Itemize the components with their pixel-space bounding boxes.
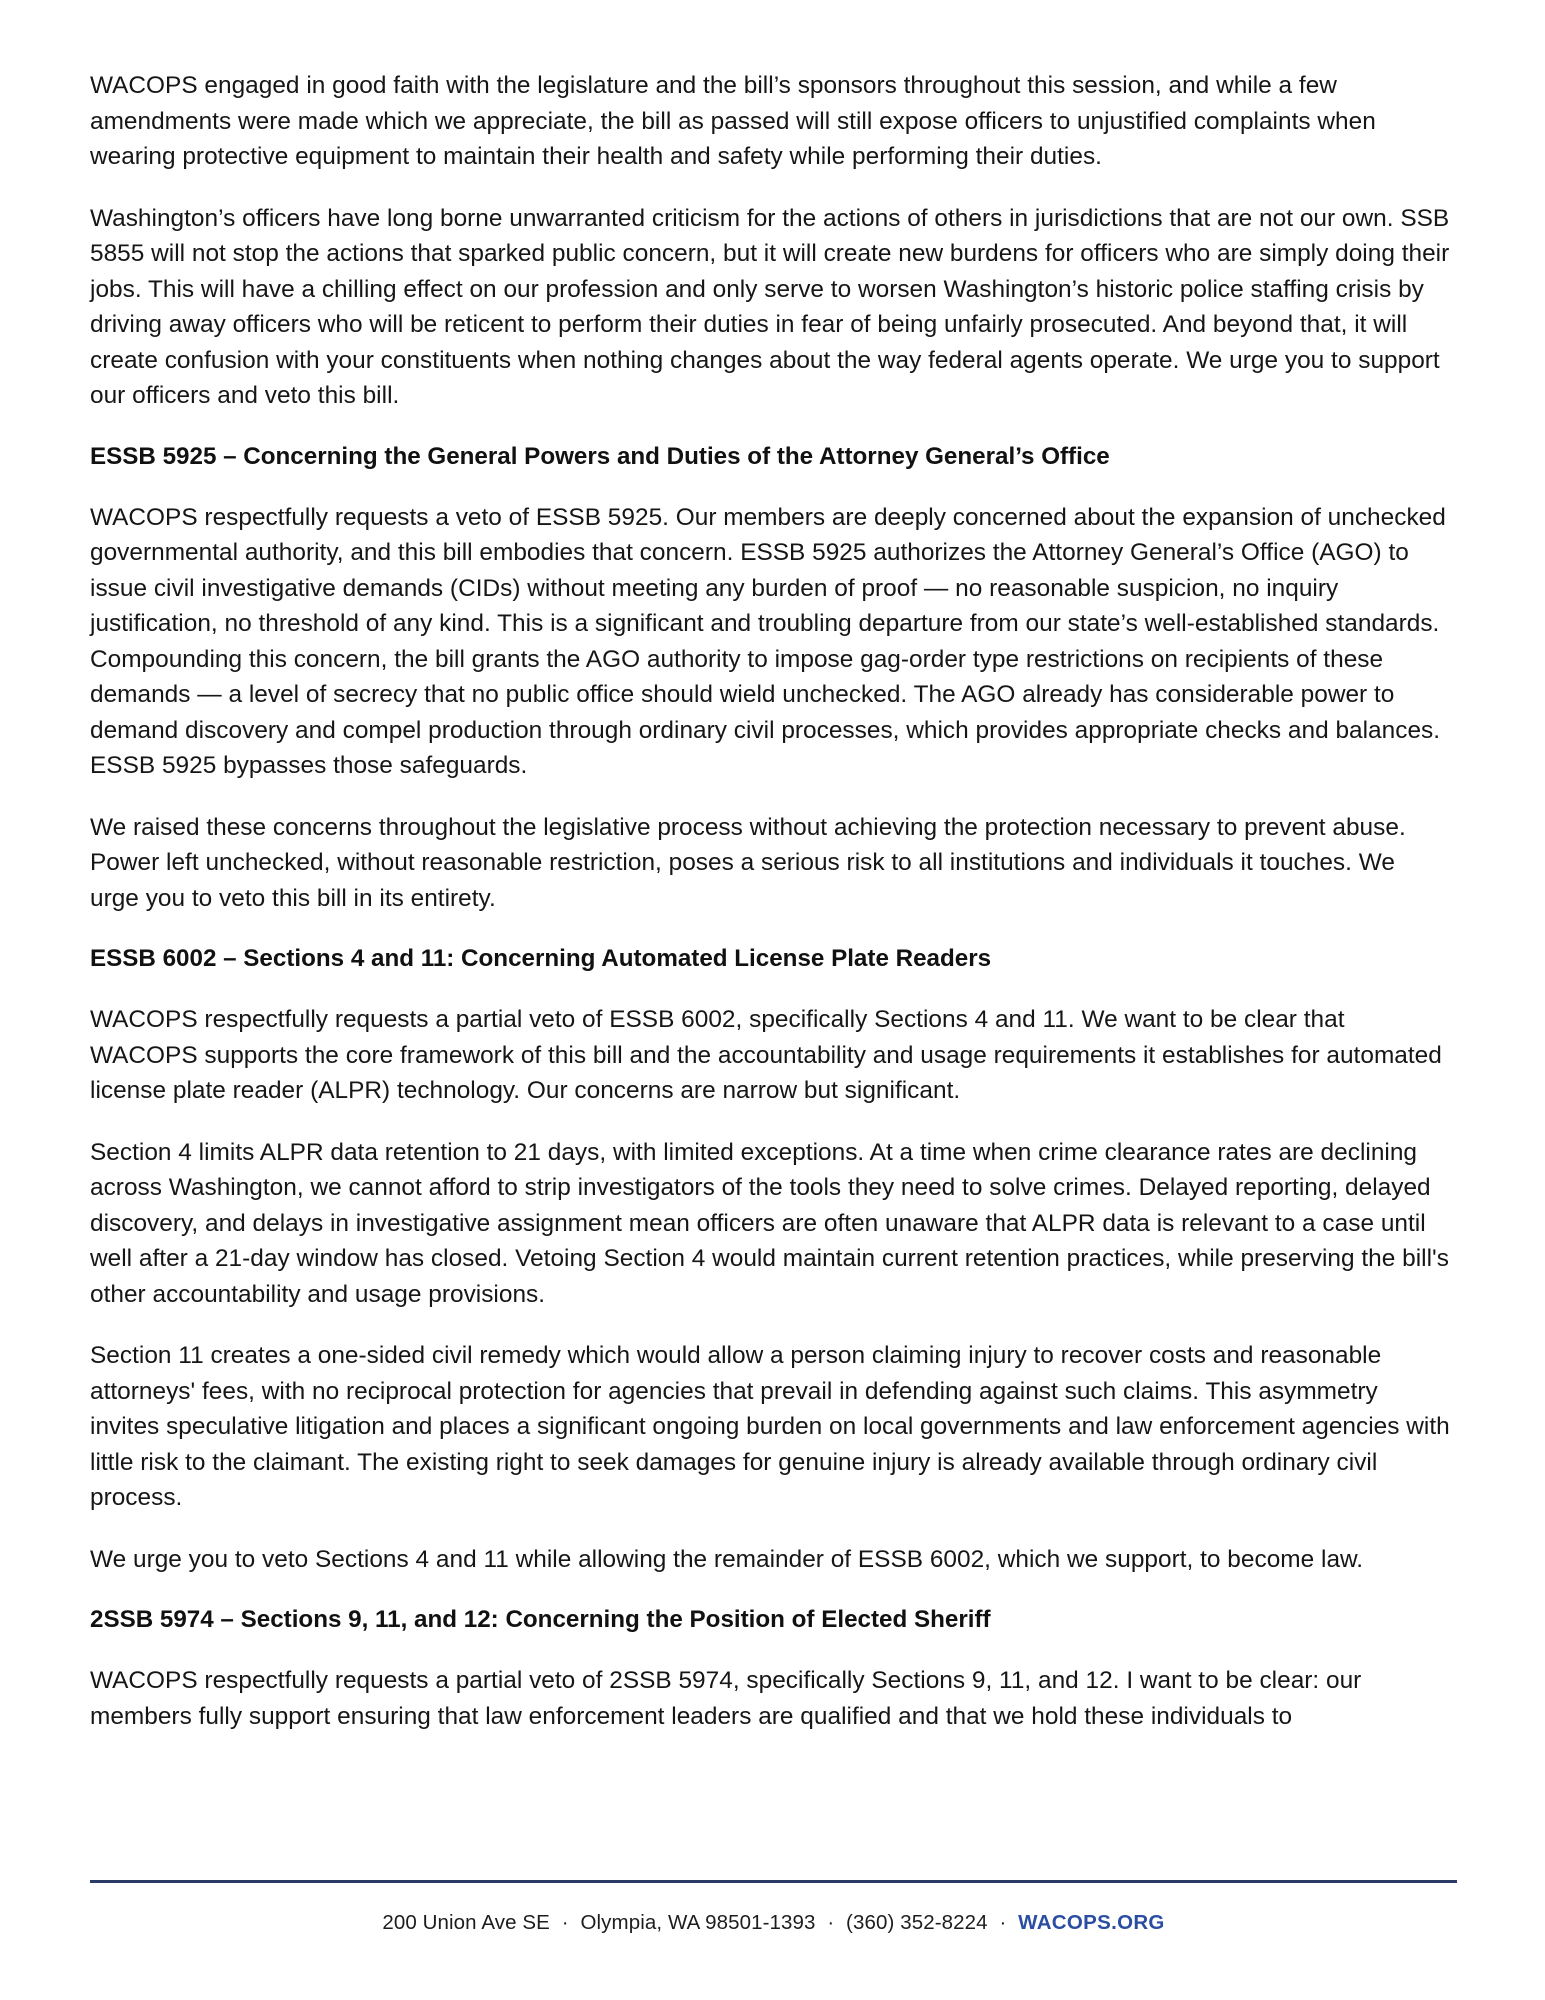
footer-separator: · [827, 1911, 835, 1934]
paragraph: Washington’s officers have long borne unwarranted criticism for the actions of others in jurisdictions that are not our own. SSB 5855 will not stop the actions that sparked public concern, but it will create new burdens for officers who are simply doing their jobs. This will have a chilling effect on our profession and only serve to worsen Washington’s historic police staffing crisis by driving away officers who will be reticent to perform their duties in fear of being unfairly prosecuted. And beyond that, it will create confusion with your constituents when nothing changes about the way federal agents operate. We urge you to support our officers and veto this bill. [90, 204, 1450, 409]
footer-city-state-zip: Olympia, WA 98501-1393 [580, 1911, 816, 1934]
section-heading: ESSB 6002 – Sections 4 and 11: Concerning Automated License Plate Readers [90, 945, 992, 972]
footer-contact-line [90, 1910, 1457, 1936]
paragraph: We urge you to veto Sections 4 and 11 while allowing the remainder of ESSB 6002, which we support, to become law. [90, 1545, 1364, 1573]
section-heading: ESSB 5925 – Concerning the General Powers and Duties of the Attorney General’s Office [90, 442, 1110, 470]
document-body [90, 68, 1450, 1734]
paragraph: WACOPS respectfully requests a partial veto of ESSB 6002, specifically Sections 4 and 11. We want to be clear that WACOPS supports the core framework of this bill and the accountability and usage requirements it establishes for automated license plate reader (ALPR) technology. Our concerns are narrow but significant. [90, 1006, 1442, 1104]
paragraph: Section 4 limits ALPR data retention to 21 days, with limited exceptions. At a time when crime clearance rates are declining across Washington, we cannot afford to strip investigators of the tools they need to solve crimes. Delayed reporting, delayed discovery, and delays in investigative assignment mean officers are often unaware that ALPR data is relevant to a case until well after a 21-day window has closed. Vetoing Section 4 would maintain current retention practices, while preserving the bill's other accountability and usage provisions. [90, 1138, 1449, 1308]
paragraph: WACOPS engaged in good faith with the legislature and the bill’s sponsors throughout this session, and while a few amendments were made which we appreciate, the bill as passed will still expose officers to unjustified complaints when wearing protective equipment to maintain their health and safety while performing their duties. [90, 72, 1376, 170]
paragraph: Section 11 creates a one-sided civil remedy which would allow a person claiming injury to recover costs and reasonable attorneys' fees, with no reciprocal protection for agencies that prevail in defending against such claims. This asymmetry invites speculative litigation and places a significant ongoing burden on local governments and law enforcement agencies with little risk to the claimant. The existing right to seek damages for genuine injury is already available through ordinary civil process. [90, 1342, 1450, 1511]
footer-separator: · [999, 1911, 1007, 1934]
footer-phone: (360) 352-8224 [846, 1911, 988, 1934]
page-footer [90, 1880, 1457, 2000]
footer-divider [90, 1880, 1457, 1883]
footer-website-link[interactable]: WACOPS.ORG [1018, 1911, 1165, 1934]
paragraph: We raised these concerns throughout the legislative process without achieving the protection necessary to prevent abuse. Power left unchecked, without reasonable restriction, poses a serious risk to all institutions and individuals it touches. We urge you to veto this bill in its entirety. [90, 813, 1406, 912]
paragraph: WACOPS respectfully requests a partial veto of 2SSB 5974, specifically Sections 9, 11, and 12. I want to be clear: our members fully support ensuring that law enforcement leaders are qualified and that we hold these individuals to [90, 1667, 1362, 1730]
paragraph: WACOPS respectfully requests a veto of ESSB 5925. Our members are deeply concerned about the expansion of unchecked governmental authority, and this bill embodies that concern. ESSB 5925 authorizes the Attorney General’s Office (AGO) to issue civil investigative demands (CIDs) without meeting any burden of proof — no reasonable suspicion, no inquiry justification, no threshold of any kind. This is a significant and troubling departure from our state’s well-established standards. Compounding this concern, the bill grants the AGO authority to impose gag-order type restrictions on recipients of these demands — a level of secrecy that no public office should wield unchecked. The AGO already has considerable power to demand discovery and compel production through ordinary civil processes, which provides appropriate checks and balances. ESSB 5925 bypasses those safeguards. [90, 503, 1446, 779]
section-heading: 2SSB 5974 – Sections 9, 11, and 12: Concerning the Position of Elected Sheriff [90, 1606, 991, 1633]
footer-separator: · [561, 1911, 569, 1934]
footer-address: 200 Union Ave SE [382, 1911, 550, 1934]
